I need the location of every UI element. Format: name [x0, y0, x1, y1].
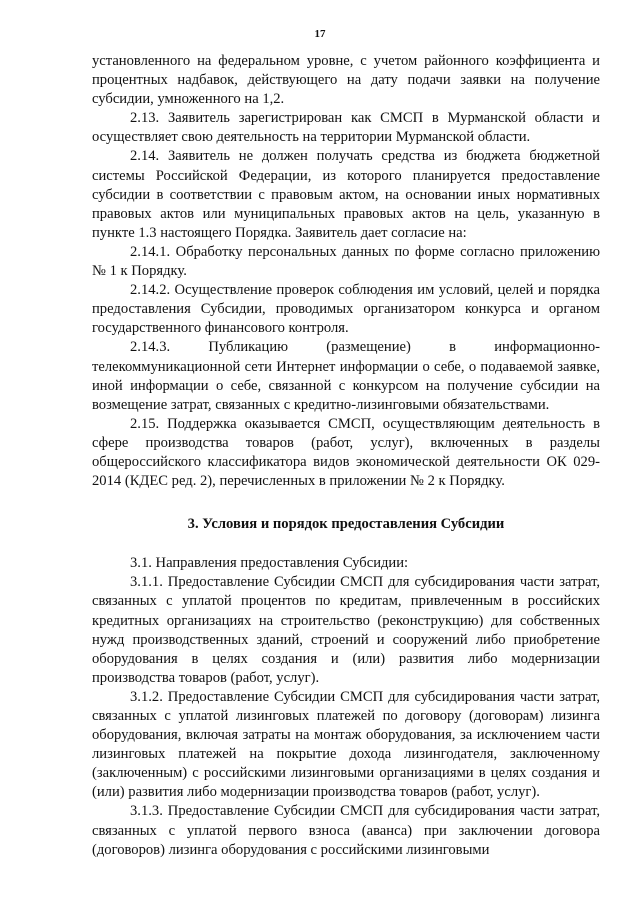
paragraph-2-15: 2.15. Поддержка оказывается СМСП, осуществляющим деятельность в сфере производства товаров (работ, услуг), включенных в разделы общероссийского классификатора видов экономической деятельности ОК 029-2014 (КДЕС ред. 2), перечисленных в приложении № 2 к Порядку. [92, 415, 600, 490]
paragraph-2-14-2: 2.14.2. Осуществление проверок соблюдения им условий, целей и порядка предоставления Субсидии, проводимых организатором конкурса и органом государственного финансового контроля. [92, 282, 600, 337]
paragraph-continuation: установленного на федеральном уровне, с учетом районного коэффициента и процентных надбавок, действующего на дату подачи заявки на получение субсидии, умноженного на 1,2. [92, 53, 600, 108]
paragraph-3-1-2: 3.1.2. Предоставление Субсидии СМСП для субсидирования части затрат, связанных с уплатой лизинговых платежей по договору (договорам) лизинга оборудования, включая затраты на монтаж оборудования, за исключением части лизинговых платежей на покрытие дохода лизингодателя, заключенному (заключенным) с российскими лизинговыми организациями в целях создания и (или) развития либо модернизации производства товаров (работ, услуг). [92, 688, 600, 801]
paragraph-2-13: 2.13. Заявитель зарегистрирован как СМСП в Мурманской области и осуществляет свою деятельность на территории Мурманской области. [92, 110, 600, 146]
paragraph-2-14: 2.14. Заявитель не должен получать средства из бюджета бюджетной системы Российской Федерации, из которого планируется предоставление субсидии в соответствии с правовым актом, на основании иных нормативных правовых актов или муниципальных правовых актов на цель, указанную в пункте 1.3 настоящего Порядка. Заявитель дает согласие на: [92, 148, 600, 241]
section-heading: 3. Условия и порядок предоставления Субсидии [187, 516, 505, 533]
paragraph-3-1-3: 3.1.3. Предоставление Субсидии СМСП для субсидирования части затрат, связанных с уплатой первого взноса (аванса) при заключении договора (договоров) лизинга оборудования с российскими лизинговыми [92, 803, 600, 858]
paragraph-2-14-3: 2.14.3. Публикацию (размещение) в информационно-телекоммуникационной сети Интернет информации о себе, о подаваемой заявке, иной информации о себе, связанной с конкурсом на получение субсидии на возмещение затрат, связанных с кредитно-лизинговыми обязательствами. [92, 339, 600, 413]
paragraph-2-14-1: 2.14.1. Обработку персональных данных по форме согласно приложению № 1 к Порядку. [92, 243, 600, 280]
document-body [92, 52, 600, 860]
paragraph-3-1-1: 3.1.1. Предоставление Субсидии СМСП для субсидирования части затрат, связанных с уплатой процентов по кредитам, привлеченным в российских кредитных организациях на строительство (реконструкцию) для собственных нужд производственных зданий, строений и сооружений либо приобретение оборудования в целях создания и (или) развития либо модернизации производства товаров (работ, услуг). [92, 574, 600, 686]
page-number: 17 [314, 28, 326, 40]
paragraph-3-1: 3.1. Направления предоставления Субсидии: [130, 555, 409, 572]
